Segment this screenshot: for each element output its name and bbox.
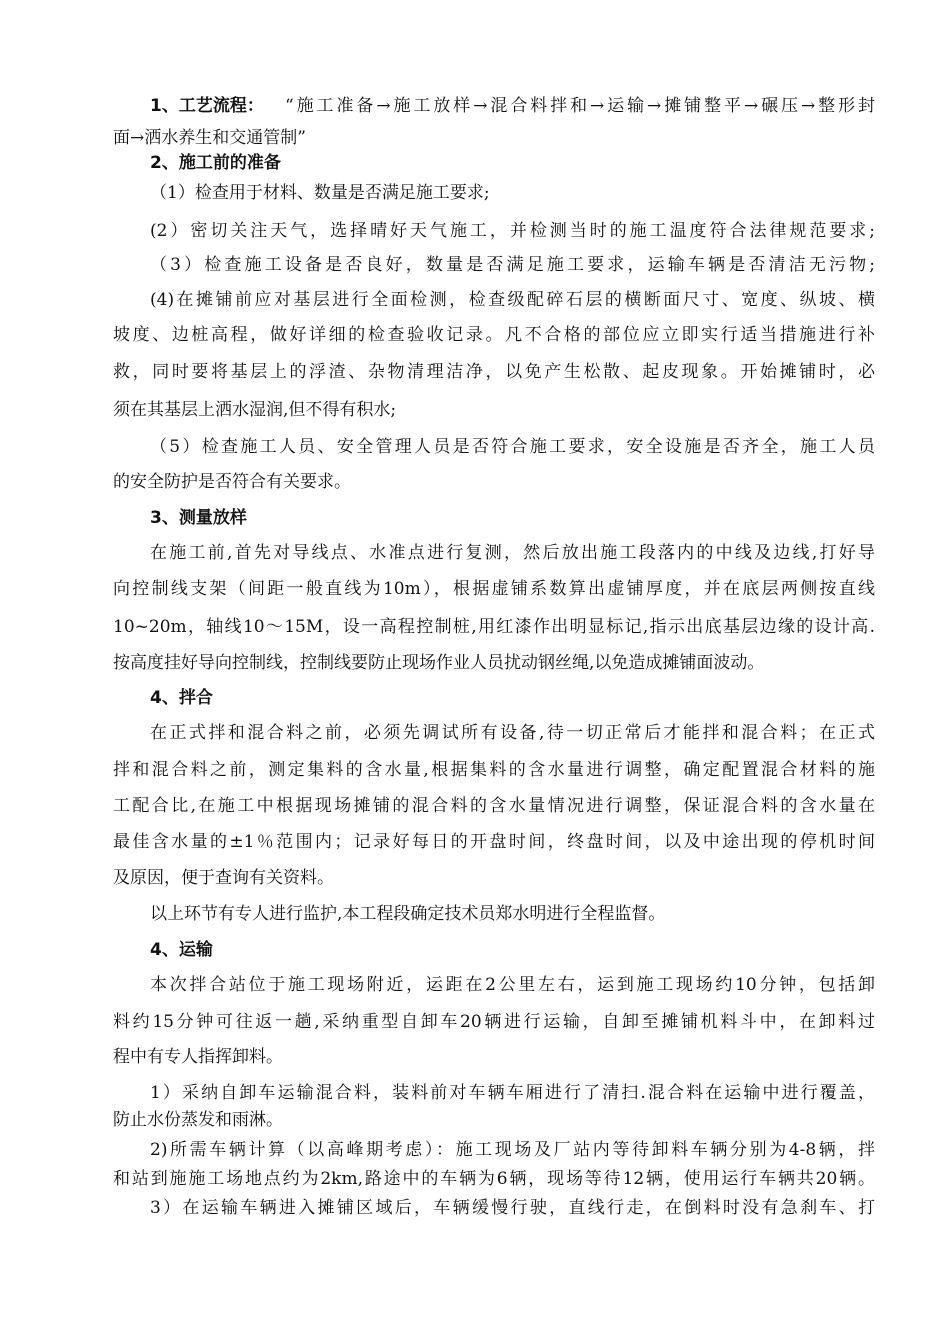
text-line: 2)所需车辆计算（以高峰期考虑）：施工现场及厂站内等待卸料车辆分别为4-8辆，拌 — [150, 1140, 875, 1160]
heading-preparation: 2、施工前的准备 — [150, 153, 281, 173]
text-line: 10~20m，轴线10～15M，设一高程控制桩,用红漆作出明显标记,指示出底基层边缘的设计高. — [113, 617, 875, 637]
text-line: 本次拌合站位于施工现场附近，运距在2公里左右，运到施工现场约10分钟，包括卸 — [150, 975, 875, 995]
text-line: “施工准备→施工放样→混合料拌和→运输→摊铺整平→碾压→整形封 — [285, 96, 875, 116]
text-line: 坡度、边桩高程，做好详细的检查验收记录。凡不合格的部位应立即实行适当措施进行补 — [113, 325, 875, 345]
text-line: (4)在摊铺前应对基层进行全面检测，检查级配碎石层的横断面尺寸、宽度、纵坡、横 — [150, 290, 875, 310]
text-line: 料约15分钟可往返一趟,采纳重型自卸车20辆进行运输，自卸至摊铺机料斗中，在卸料过 — [113, 1012, 875, 1032]
text-line: 的安全防护是否符合有关要求。 — [113, 472, 351, 492]
text-line: 最佳含水量的±1％范围内；记录好每日的开盘时间，终盘时间，以及中途出现的停机时间 — [113, 832, 875, 852]
text-line: 须在其基层上洒水湿润,但不得有积水; — [113, 400, 397, 420]
heading-transport: 4、运输 — [150, 940, 213, 960]
text-line: 及原因，便于查询有关资料。 — [113, 868, 334, 888]
text-line: 和站到施施工场地点约为2km,路途中的车辆为6辆，现场等待12辆，使用运行车辆共20辆。 — [113, 1169, 875, 1189]
text-line: 在正式拌和混合料之前，必须先调试所有设备,待一切正常后才能拌和混合料；在正式 — [150, 723, 875, 743]
text-line: 向控制线支架（间距一般直线为10m），根据虚铺系数算出虚铺厚度，并在底层两侧按直线 — [113, 579, 875, 599]
text-line: 3）在运输车辆进入摊铺区域后，车辆缓慢行驶，直线行走，在倒料时没有急刹车、打 — [150, 1198, 875, 1218]
text-line: 工配合比,在施工中根据现场摊铺的混合料的含水量情况进行调整，保证混合料的含水量在 — [113, 796, 875, 816]
text-line: 以上环节有专人进行监护,本工程段确定技术员郑水明进行全程监督。 — [150, 904, 666, 924]
text-line: （5）检查施工人员、安全管理人员是否符合施工要求，安全设施是否齐全，施工人员 — [150, 437, 875, 457]
text-line: 拌和混合料之前，测定集料的含水量,根据集料的含水量进行调整，确定配置混合材料的施 — [113, 760, 875, 780]
text-line: （3）检查施工设备是否良好，数量是否满足施工要求，运输车辆是否清洁无污物; — [150, 255, 875, 275]
text-line: 1）采纳自卸车运输混合料，装料前对车辆车厢进行了清扫.混合料在运输中进行覆盖， — [150, 1083, 875, 1103]
text-line: (2）密切关注天气，选择晴好天气施工，并检测当时的施工温度符合法律规范要求; — [150, 221, 875, 241]
heading-survey: 3、测量放样 — [150, 508, 247, 528]
text-line: 按高度挂好导向控制线，控制线要防止现场作业人员扰动钢丝绳,以免造成摊铺面波动。 — [113, 653, 765, 673]
heading-mixing: 4、拌合 — [150, 688, 213, 708]
text-line: 程中有专人指挥卸料。 — [113, 1047, 283, 1067]
text-line: 防止水份蒸发和雨淋。 — [113, 1110, 283, 1130]
text-line: 救，同时要将基层上的浮渣、杂物清理洁净，以免产生松散、起皮现象。开始摊铺时，必 — [113, 362, 875, 382]
text-line: 在施工前,首先对导线点、水准点进行复测，然后放出施工段落内的中线及边线,打好导 — [150, 543, 875, 563]
text-line: （1）检查用于材料、数量是否满足施工要求; — [150, 183, 490, 203]
heading-process: 1、工艺流程： — [150, 96, 264, 116]
text-line: 面→洒水养生和交通管制” — [113, 128, 306, 148]
